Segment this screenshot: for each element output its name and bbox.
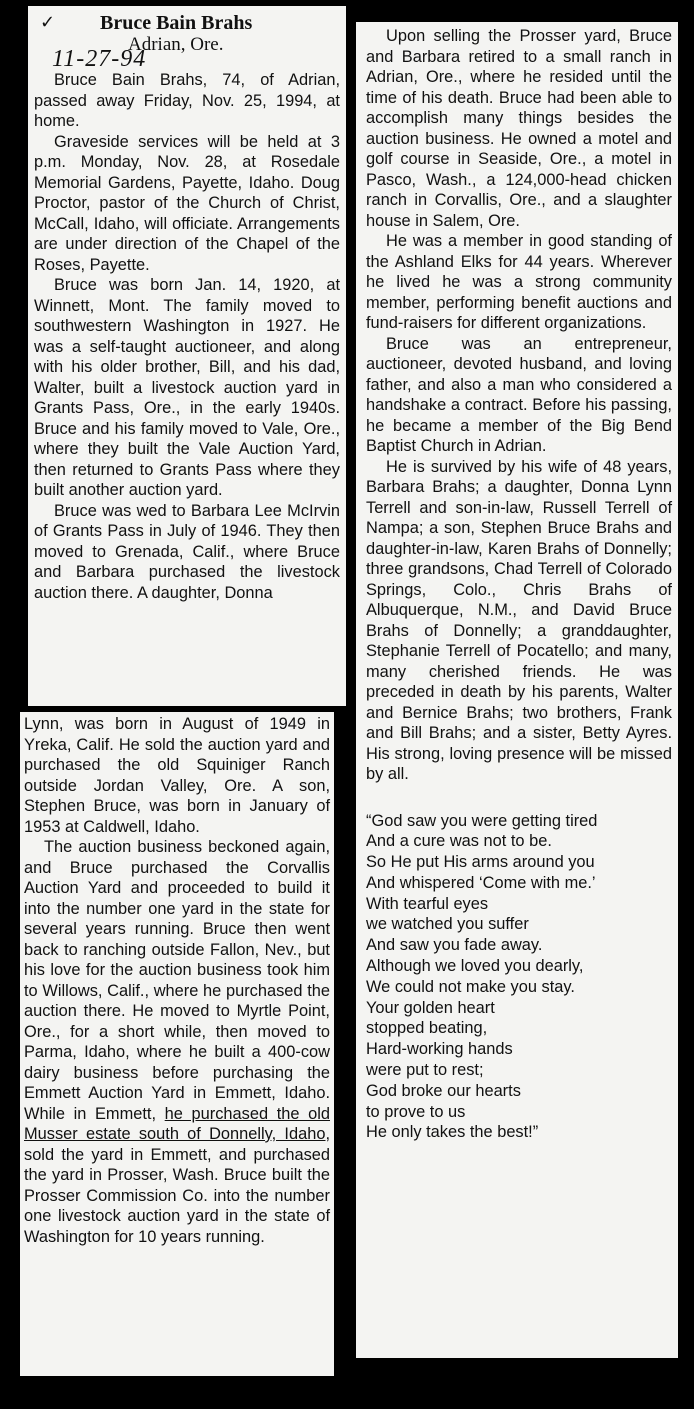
paragraph-2: Graveside services will be held at 3 p.m. Monday, Nov. 28, at Rosedale Memorial Gardens, Payette, Idaho. Doug Proctor, pastor of the Church of Christ, McCall, Idaho, will officiate. Arrangements are under direction of the Chapel of the Roses, Payette.	[34, 132, 340, 274]
left-column-top-clipping	[28, 6, 346, 706]
left-column-bottom-clipping	[20, 712, 334, 1376]
right-column-clipping	[356, 22, 678, 1358]
paragraph-6-text: The auction business beckoned again, and Bruce purchased the Corvallis Auction Yard and proceeded to build it into the number one yard in the state for several years running. Bruce then went back to ranching outside Fallon, Nev., but his love for the auction business took him to Willows, Calif., where he purchased the auction there. He moved to Myrtle Point, Ore., for a short while, then moved to Parma, Idaho, where he built a 400-cow dairy business before purchasing the Emmett Auction Yard in Emmett, Idaho. While in Emmett,	[24, 838, 330, 1123]
poem-line: And whispered ‘Come with me.’	[366, 873, 596, 892]
check-mark: ✓	[40, 12, 56, 33]
poem-line: Although we loved you dearly,	[366, 957, 584, 976]
obituary-name-heading: Bruce Bain Brahs	[100, 12, 253, 34]
handwritten-date: 11-27-94	[52, 46, 147, 72]
poem-line: we watched you suffer	[366, 915, 529, 934]
poem-line: So He put His arms around you	[366, 853, 595, 872]
poem-line: were put to rest;	[366, 1061, 484, 1080]
poem-line: And a cure was not to be.	[366, 832, 552, 851]
poem-line: God broke our hearts	[366, 1081, 521, 1100]
underlined-passage: he purchased the old Musser estate south of Donnelly, Idaho,	[24, 1104, 330, 1143]
paragraph-6-end: sold the yard in Emmett, and purchased the yard in Prosser, Wash. Bruce built the Prosser Commission Co. into the number one livestock auction yard in the state of Washington for 10 years running.	[24, 1145, 330, 1246]
poem-lines	[366, 811, 672, 1144]
poem-line: And saw you fade away.	[366, 936, 543, 955]
paragraph-8: He was a member in good standing of the Ashland Elks for 44 years. Wherever he lived he was a strong community member, performing benefit auctions and fund-raisers for different organizations.	[366, 232, 672, 332]
paragraph-4: Bruce was wed to Barbara Lee McIrvin of Grants Pass in July of 1946. They then moved to Grenada, Calif., where Bruce and Barbara purchased the livestock auction there. A daughter, Donna	[34, 501, 340, 602]
poem-line: Your golden heart	[366, 998, 495, 1017]
poem-line: Hard-working hands	[366, 1040, 513, 1059]
paragraph-5: Lynn, was born in August of 1949 in Yreka, Calif. He sold the auction yard and purchased the old Squiniger Ranch outside Jordan Valley, Ore. A son, Stephen Bruce, was born in January of 1953 at Caldwell, Idaho.	[24, 715, 330, 836]
poem-line: stopped beating,	[366, 1019, 488, 1038]
poem-line: We could not make you stay.	[366, 977, 575, 996]
paragraph-1: Bruce Bain Brahs, 74, of Adrian, passed away Friday, Nov. 25, 1994, at home.	[34, 71, 340, 130]
poem-line: to prove to us	[366, 1102, 466, 1121]
poem-line: With tearful eyes	[366, 894, 489, 913]
obituary-place-heading: Adrian, Ore.	[128, 34, 224, 55]
poem	[366, 811, 672, 1144]
poem-line: “God saw you were getting tired	[366, 811, 598, 830]
paragraph-3: Bruce was born Jan. 14, 1920, at Winnett, Mont. The family moved to southwestern Washington in 1927. He was a self-taught auctioneer, and along with his older brother, Bill, and his dad, Walter, built a livestock auction yard in Grants Pass, Ore., in the early 1940s. Bruce and his family moved to Vale, Ore., where they built the Vale Auction Yard, then returned to Grants Pass where they built another auction yard.	[34, 276, 340, 499]
paragraph-7: Upon selling the Prosser yard, Bruce and Barbara retired to a small ranch in Adrian, Ore., where he resided until the time of his death. Bruce had been able to accomplish many things besides the auction business. He owned a motel and golf course in Seaside, Ore., a motel in Pasco, Wash., a 124,000-head chicken ranch in Corvallis, Ore., and a slaughter house in Salem, Ore.	[366, 27, 672, 230]
paragraph-6	[24, 837, 330, 1247]
paragraph-9: Bruce was an entrepreneur, auctioneer, devoted husband, and loving father, and also a man who considered a handshake a contract. Before his passing, he became a member of the Big Bend Baptist Church in Adrian.	[366, 334, 672, 455]
poem-line: He only takes the best!”	[366, 1123, 539, 1142]
paragraph-10: He is survived by his wife of 48 years, Barbara Brahs; a daughter, Donna Lynn Terrell and son-in-law, Russell Terrell of Nampa; a son, Stephen Bruce Brahs and daughter-in-law, Karen Brahs of Donnelly; three grandsons, Chad Terrell of Colorado Springs, Colo., Chris Brahs of Albuquerque, N.M., and David Bruce Brahs of Donnelly; a granddaughter, Stephanie Terrell of Pocatello; and many, many cherished friends. He was preceded in death by his parents, Walter and Bernice Brahs; two brothers, Frank and Bill Brahs; and a sister, Betty Ayres. His strong, loving presence will be missed by all.	[366, 457, 672, 783]
